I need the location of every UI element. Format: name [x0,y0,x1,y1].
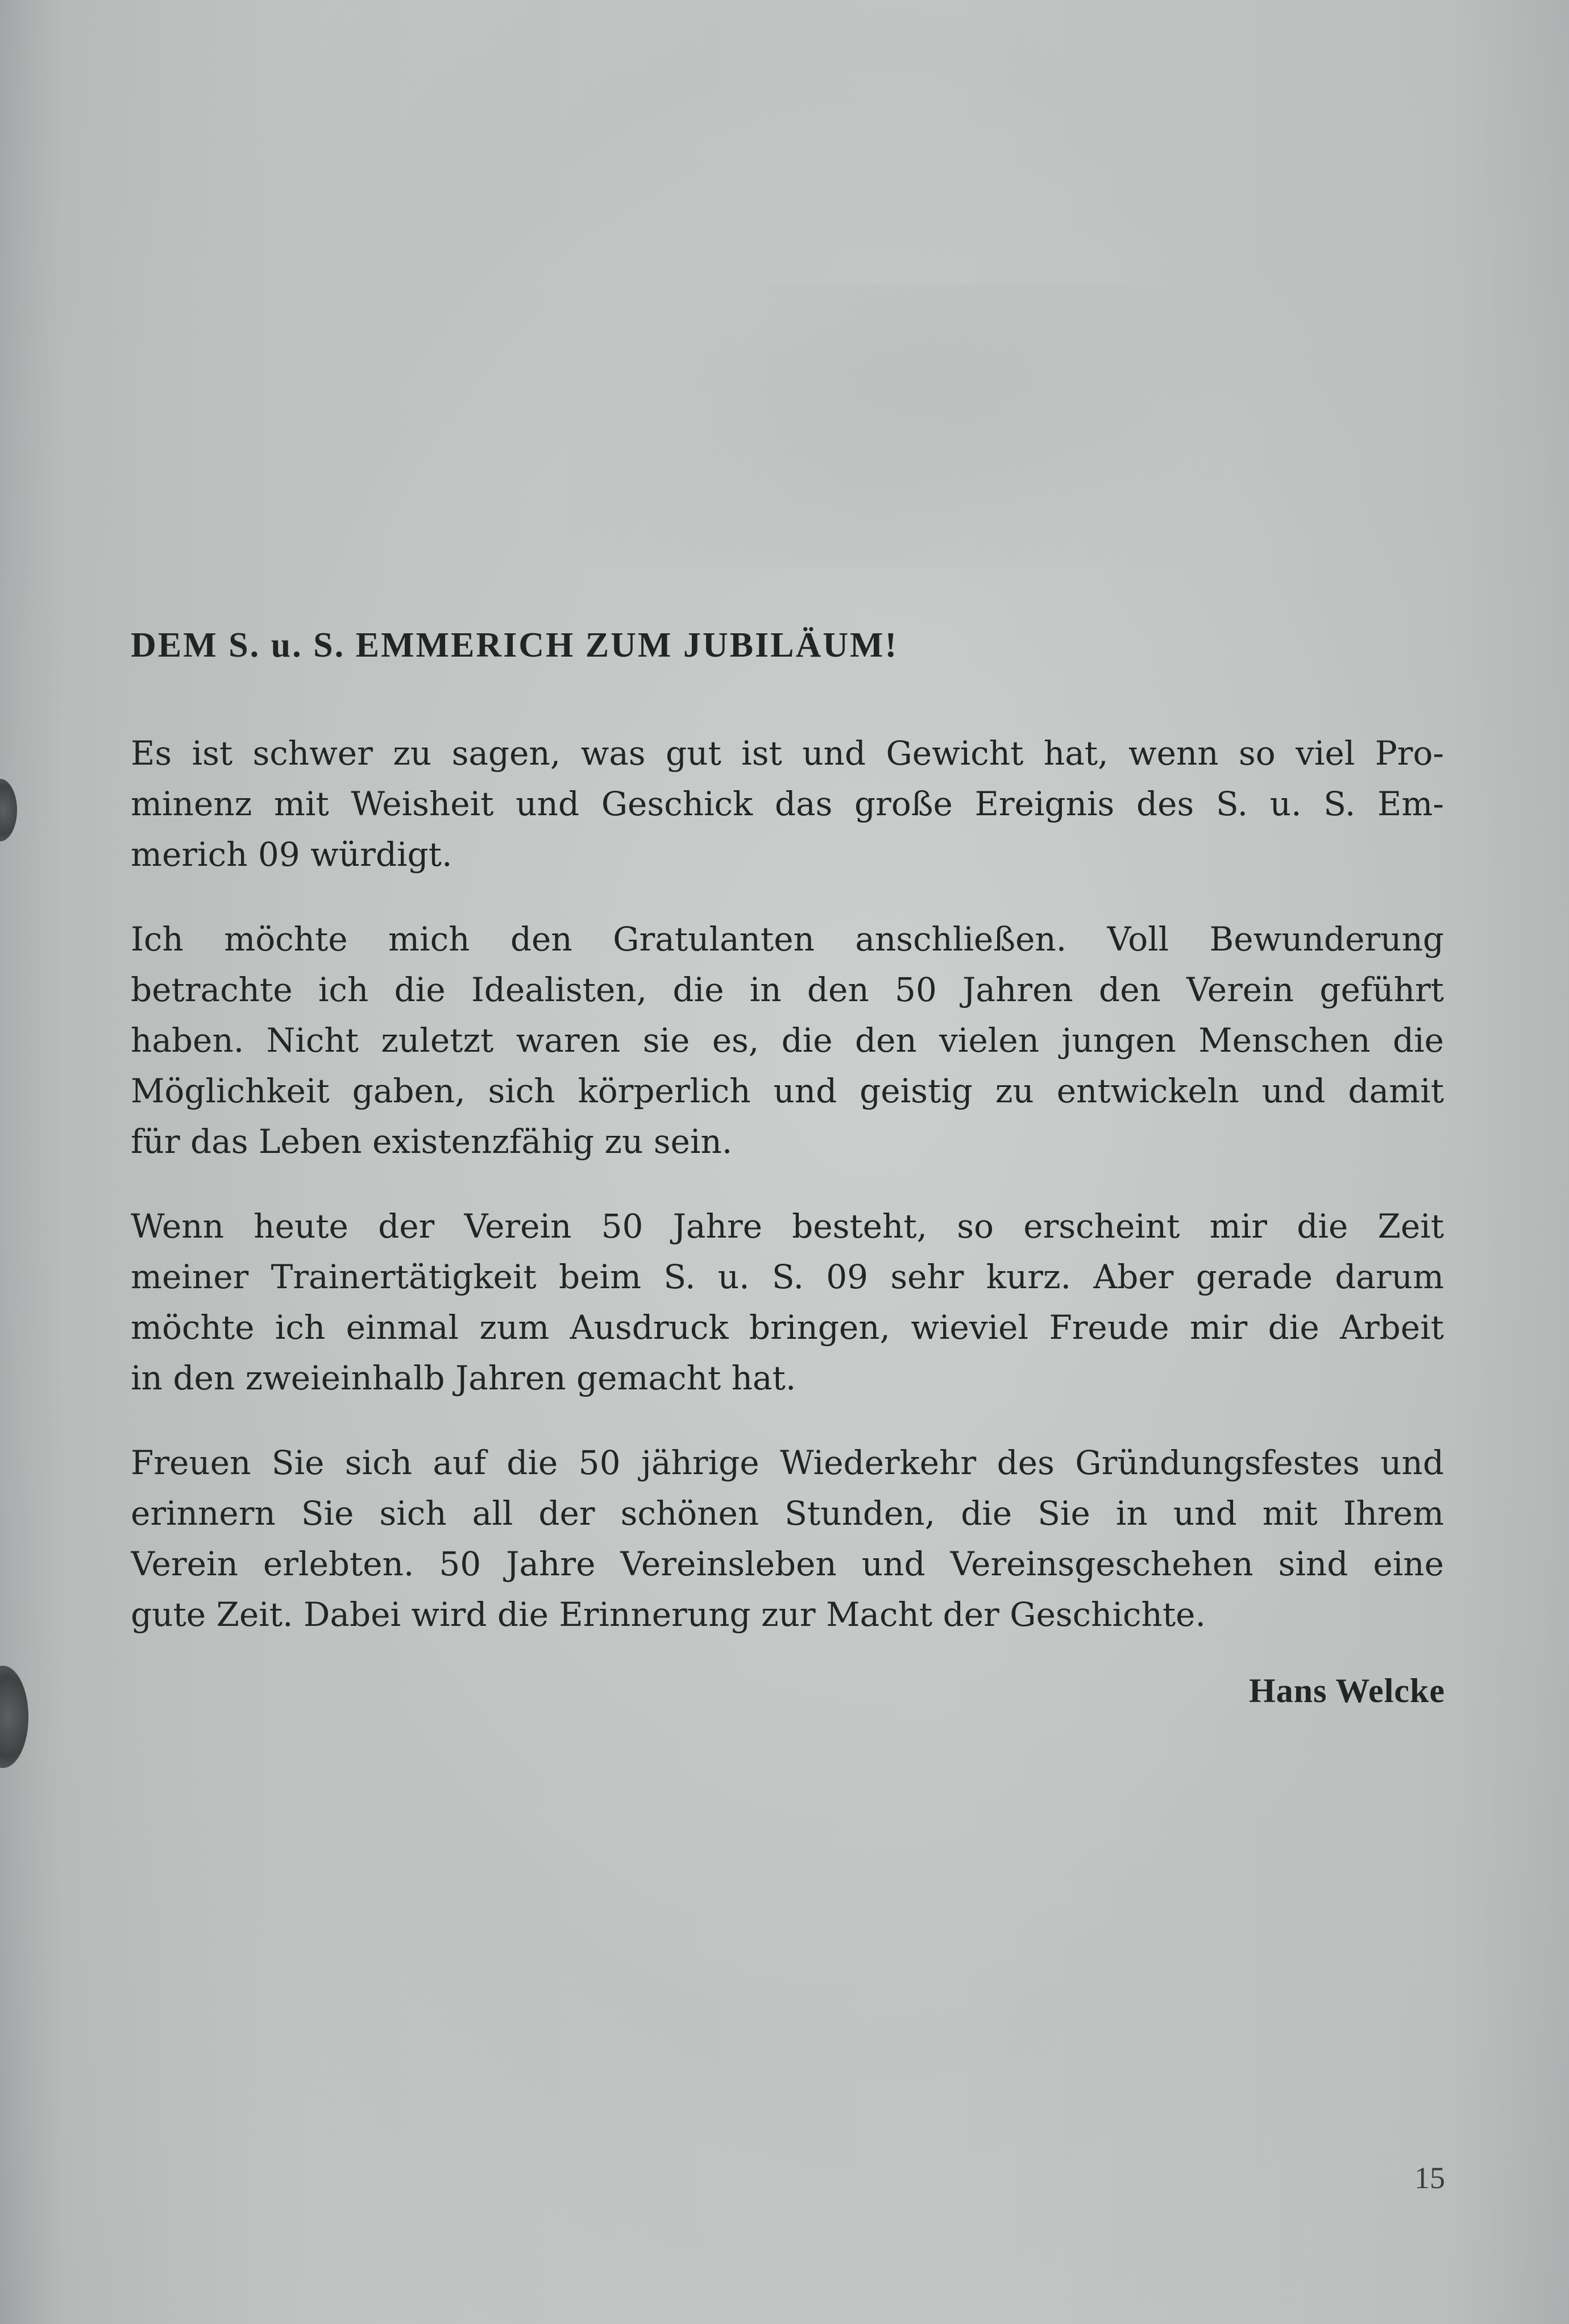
paragraph-line: Freuen Sie sich auf die 50 jährige Wiederkehr des Gründungsfestes und [131,1443,1444,1482]
paragraph-line: haben. Nicht zuletzt waren sie es, die den vielen jungen Menschen die [131,1021,1444,1060]
paragraph-line: Es ist schwer zu sagen, was gut ist und Gewicht hat, wenn so viel Pro- [131,734,1444,773]
paragraph-line: Verein erlebten. 50 Jahre Vereinsleben und Vereinsgeschehen sind eine [131,1545,1444,1583]
binding-hole-top [0,779,17,841]
paragraph-line: meiner Trainertätigkeit beim S. u. S. 09 sehr kurz. Aber gerade darum [131,1258,1444,1296]
paragraph-line: Wenn heute der Verein 50 Jahre besteht, so erscheint mir die Zeit [131,1207,1444,1246]
paragraph-3 [131,1201,1444,1404]
paragraph-1 [131,728,1444,880]
binding-hole-bottom [0,1666,28,1768]
paragraph-line: merich 09 würdigt. [131,835,453,874]
paragraph-line: für das Leben existenzfähig zu sein. [131,1122,733,1161]
paragraph-4 [131,1438,1444,1640]
paragraph-line: in den zweieinhalb Jahren gemacht hat. [131,1359,796,1397]
letter-heading: DEM S. u. S. EMMERICH ZUM JUBILÄUM! [131,626,899,665]
paragraph-2 [131,914,1444,1167]
letter-body [131,625,1444,1674]
paragraph-line: betrachte ich die Idealisten, die in den 50 Jahren den Verein geführt [131,970,1444,1009]
page-number: 15 [1414,2161,1445,2195]
paragraph-line: möchte ich einmal zum Ausdruck bringen, wieviel Freude mir die Arbeit [131,1308,1444,1347]
paragraph-line: gute Zeit. Dabei wird die Erinnerung zur Macht der Geschichte. [131,1595,1206,1634]
bleed-through-shadow [568,284,1308,568]
paragraph-line: erinnern Sie sich all der schönen Stunden, die Sie in und mit Ihrem [131,1494,1444,1533]
paragraph-line: minenz mit Weisheit und Geschick das große Ereignis des S. u. S. Em- [131,785,1444,823]
paragraph-line: Ich möchte mich den Gratulanten anschließen. Voll Bewunderung [131,920,1444,958]
paragraph-line: Möglichkeit gaben, sich körperlich und geistig zu entwickeln und damit [131,1072,1444,1110]
signature: Hans Welcke [1249,1672,1445,1709]
